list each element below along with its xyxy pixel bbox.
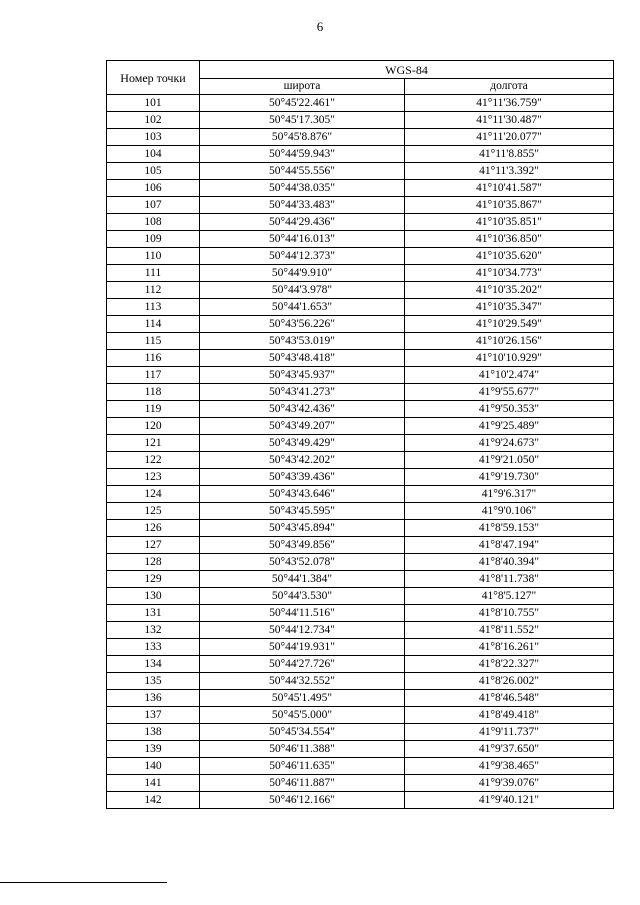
latitude-cell: 50°44'12.373" [200, 248, 405, 265]
latitude-cell: 50°43'56.226" [200, 316, 405, 333]
longitude-cell: 41°8'11.552" [405, 622, 614, 639]
table-row [107, 656, 614, 673]
latitude-cell: 50°43'45.894" [200, 520, 405, 537]
table-row [107, 775, 614, 792]
longitude-cell: 41°11'3.392" [405, 163, 614, 180]
latitude-cell: 50°43'41.273" [200, 384, 405, 401]
point-number-cell: 109 [107, 231, 200, 248]
table-row [107, 520, 614, 537]
latitude-cell: 50°43'48.418" [200, 350, 405, 367]
longitude-cell: 41°10'26.156" [405, 333, 614, 350]
table-row [107, 282, 614, 299]
table-row [107, 367, 614, 384]
table-row [107, 129, 614, 146]
table-row [107, 724, 614, 741]
point-number-cell: 123 [107, 469, 200, 486]
longitude-cell: 41°8'11.738" [405, 571, 614, 588]
latitude-cell: 50°43'43.646" [200, 486, 405, 503]
longitude-cell: 41°8'47.194" [405, 537, 614, 554]
latitude-cell: 50°44'29.436" [200, 214, 405, 231]
point-number-cell: 104 [107, 146, 200, 163]
point-number-cell: 106 [107, 180, 200, 197]
longitude-cell: 41°11'36.759" [405, 95, 614, 112]
table-row [107, 248, 614, 265]
table-row [107, 180, 614, 197]
table-row [107, 197, 614, 214]
latitude-cell: 50°43'49.207" [200, 418, 405, 435]
point-number-cell: 126 [107, 520, 200, 537]
latitude-cell: 50°44'32.552" [200, 673, 405, 690]
longitude-cell: 41°8'26.002" [405, 673, 614, 690]
point-number-cell: 124 [107, 486, 200, 503]
latitude-cell: 50°43'45.595" [200, 503, 405, 520]
longitude-cell: 41°10'41.587" [405, 180, 614, 197]
longitude-cell: 41°8'49.418" [405, 707, 614, 724]
point-number-cell: 137 [107, 707, 200, 724]
point-number-cell: 115 [107, 333, 200, 350]
longitude-cell: 41°8'22.327" [405, 656, 614, 673]
point-number-cell: 131 [107, 605, 200, 622]
latitude-cell: 50°45'1.495" [200, 690, 405, 707]
latitude-cell: 50°43'49.856" [200, 537, 405, 554]
longitude-cell: 41°10'35.202" [405, 282, 614, 299]
table-row [107, 163, 614, 180]
point-number-cell: 139 [107, 741, 200, 758]
latitude-cell: 50°43'52.078" [200, 554, 405, 571]
latitude-cell: 50°46'12.166" [200, 792, 405, 809]
table-row [107, 401, 614, 418]
longitude-cell: 41°9'21.050" [405, 452, 614, 469]
longitude-cell: 41°10'2.474" [405, 367, 614, 384]
table-row [107, 690, 614, 707]
longitude-cell: 41°9'19.730" [405, 469, 614, 486]
longitude-cell: 41°10'29.549" [405, 316, 614, 333]
latitude-cell: 50°43'53.019" [200, 333, 405, 350]
point-number-cell: 129 [107, 571, 200, 588]
longitude-cell: 41°9'38.465" [405, 758, 614, 775]
table-row [107, 605, 614, 622]
latitude-cell: 50°45'5.000" [200, 707, 405, 724]
point-number-cell: 133 [107, 639, 200, 656]
longitude-cell: 41°8'5.127" [405, 588, 614, 605]
point-number-cell: 101 [107, 95, 200, 112]
table-row [107, 452, 614, 469]
point-number-cell: 119 [107, 401, 200, 418]
latitude-cell: 50°44'27.726" [200, 656, 405, 673]
longitude-cell: 41°10'35.867" [405, 197, 614, 214]
longitude-cell: 41°10'35.347" [405, 299, 614, 316]
longitude-cell: 41°9'40.121" [405, 792, 614, 809]
table-row [107, 571, 614, 588]
point-number-cell: 135 [107, 673, 200, 690]
longitude-cell: 41°10'34.773" [405, 265, 614, 282]
point-number-cell: 108 [107, 214, 200, 231]
point-number-cell: 140 [107, 758, 200, 775]
point-number-cell: 122 [107, 452, 200, 469]
point-number-cell: 127 [107, 537, 200, 554]
point-number-cell: 112 [107, 282, 200, 299]
table-row [107, 112, 614, 129]
table-row [107, 503, 614, 520]
longitude-cell: 41°10'10.929" [405, 350, 614, 367]
point-number-cell: 116 [107, 350, 200, 367]
point-number-cell: 142 [107, 792, 200, 809]
longitude-cell: 41°9'50.353" [405, 401, 614, 418]
point-number-cell: 128 [107, 554, 200, 571]
longitude-cell: 41°9'11.737" [405, 724, 614, 741]
latitude-cell: 50°44'38.035" [200, 180, 405, 197]
latitude-cell: 50°43'42.202" [200, 452, 405, 469]
latitude-cell: 50°44'33.483" [200, 197, 405, 214]
table-row [107, 707, 614, 724]
table-row [107, 231, 614, 248]
latitude-cell: 50°46'11.635" [200, 758, 405, 775]
table-row [107, 350, 614, 367]
point-number-cell: 134 [107, 656, 200, 673]
longitude-cell: 41°10'36.850" [405, 231, 614, 248]
table-row [107, 333, 614, 350]
point-number-cell: 107 [107, 197, 200, 214]
latitude-cell: 50°44'3.530" [200, 588, 405, 605]
point-number-cell: 105 [107, 163, 200, 180]
longitude-cell: 41°9'24.673" [405, 435, 614, 452]
coordinate-system-header: WGS-84 [200, 61, 614, 79]
longitude-cell: 41°9'39.076" [405, 775, 614, 792]
table-row [107, 384, 614, 401]
longitude-cell: 41°8'46.548" [405, 690, 614, 707]
longitude-cell: 41°10'35.851" [405, 214, 614, 231]
footnote-divider [0, 882, 167, 883]
latitude-cell: 50°44'16.013" [200, 231, 405, 248]
latitude-cell: 50°43'42.436" [200, 401, 405, 418]
latitude-cell: 50°43'49.429" [200, 435, 405, 452]
table-body [107, 95, 614, 809]
table-row [107, 486, 614, 503]
point-number-cell: 118 [107, 384, 200, 401]
latitude-cell: 50°43'39.436" [200, 469, 405, 486]
table-row [107, 299, 614, 316]
table-row [107, 316, 614, 333]
table-row [107, 469, 614, 486]
table-row [107, 622, 614, 639]
table-row [107, 418, 614, 435]
longitude-cell: 41°9'55.677" [405, 384, 614, 401]
point-number-header: Номер точки [107, 61, 200, 95]
table-row [107, 265, 614, 282]
page-number: 6 [316, 19, 324, 34]
longitude-cell: 41°9'0.106" [405, 503, 614, 520]
latitude-cell: 50°46'11.887" [200, 775, 405, 792]
point-number-cell: 125 [107, 503, 200, 520]
latitude-cell: 50°44'1.384" [200, 571, 405, 588]
table-row [107, 792, 614, 809]
point-number-cell: 117 [107, 367, 200, 384]
latitude-cell: 50°45'17.305" [200, 112, 405, 129]
point-number-cell: 111 [107, 265, 200, 282]
point-number-cell: 138 [107, 724, 200, 741]
table-row [107, 146, 614, 163]
table-row [107, 435, 614, 452]
latitude-cell: 50°45'22.461" [200, 95, 405, 112]
point-number-cell: 110 [107, 248, 200, 265]
point-number-cell: 114 [107, 316, 200, 333]
point-number-cell: 136 [107, 690, 200, 707]
point-number-cell: 121 [107, 435, 200, 452]
latitude-cell: 50°44'12.734" [200, 622, 405, 639]
latitude-cell: 50°44'55.556" [200, 163, 405, 180]
longitude-cell: 41°9'25.489" [405, 418, 614, 435]
longitude-cell: 41°10'35.620" [405, 248, 614, 265]
latitude-cell: 50°44'59.943" [200, 146, 405, 163]
latitude-cell: 50°44'3.978" [200, 282, 405, 299]
table-row [107, 95, 614, 112]
table-row [107, 537, 614, 554]
table-row [107, 758, 614, 775]
table-row [107, 554, 614, 571]
longitude-cell: 41°11'30.487" [405, 112, 614, 129]
longitude-cell: 41°11'20.077" [405, 129, 614, 146]
point-number-cell: 102 [107, 112, 200, 129]
longitude-cell: 41°9'37.650" [405, 741, 614, 758]
latitude-cell: 50°44'9.910" [200, 265, 405, 282]
longitude-cell: 41°8'59.153" [405, 520, 614, 537]
longitude-cell: 41°8'10.755" [405, 605, 614, 622]
point-number-cell: 103 [107, 129, 200, 146]
point-number-cell: 132 [107, 622, 200, 639]
latitude-cell: 50°44'19.931" [200, 639, 405, 656]
point-number-cell: 113 [107, 299, 200, 316]
coordinates-table [106, 60, 614, 809]
point-number-cell: 120 [107, 418, 200, 435]
longitude-cell: 41°11'8.855" [405, 146, 614, 163]
longitude-header: долгота [405, 79, 614, 95]
latitude-cell: 50°44'11.516" [200, 605, 405, 622]
table-row [107, 741, 614, 758]
latitude-cell: 50°45'8.876" [200, 129, 405, 146]
latitude-cell: 50°46'11.388" [200, 741, 405, 758]
longitude-cell: 41°9'6.317" [405, 486, 614, 503]
latitude-cell: 50°45'34.554" [200, 724, 405, 741]
longitude-cell: 41°8'40.394" [405, 554, 614, 571]
longitude-cell: 41°8'16.261" [405, 639, 614, 656]
latitude-header: широта [200, 79, 405, 95]
point-number-cell: 130 [107, 588, 200, 605]
table-row [107, 214, 614, 231]
latitude-cell: 50°44'1.653" [200, 299, 405, 316]
point-number-cell: 141 [107, 775, 200, 792]
table-row [107, 588, 614, 605]
table-row [107, 639, 614, 656]
table-row [107, 673, 614, 690]
latitude-cell: 50°43'45.937" [200, 367, 405, 384]
